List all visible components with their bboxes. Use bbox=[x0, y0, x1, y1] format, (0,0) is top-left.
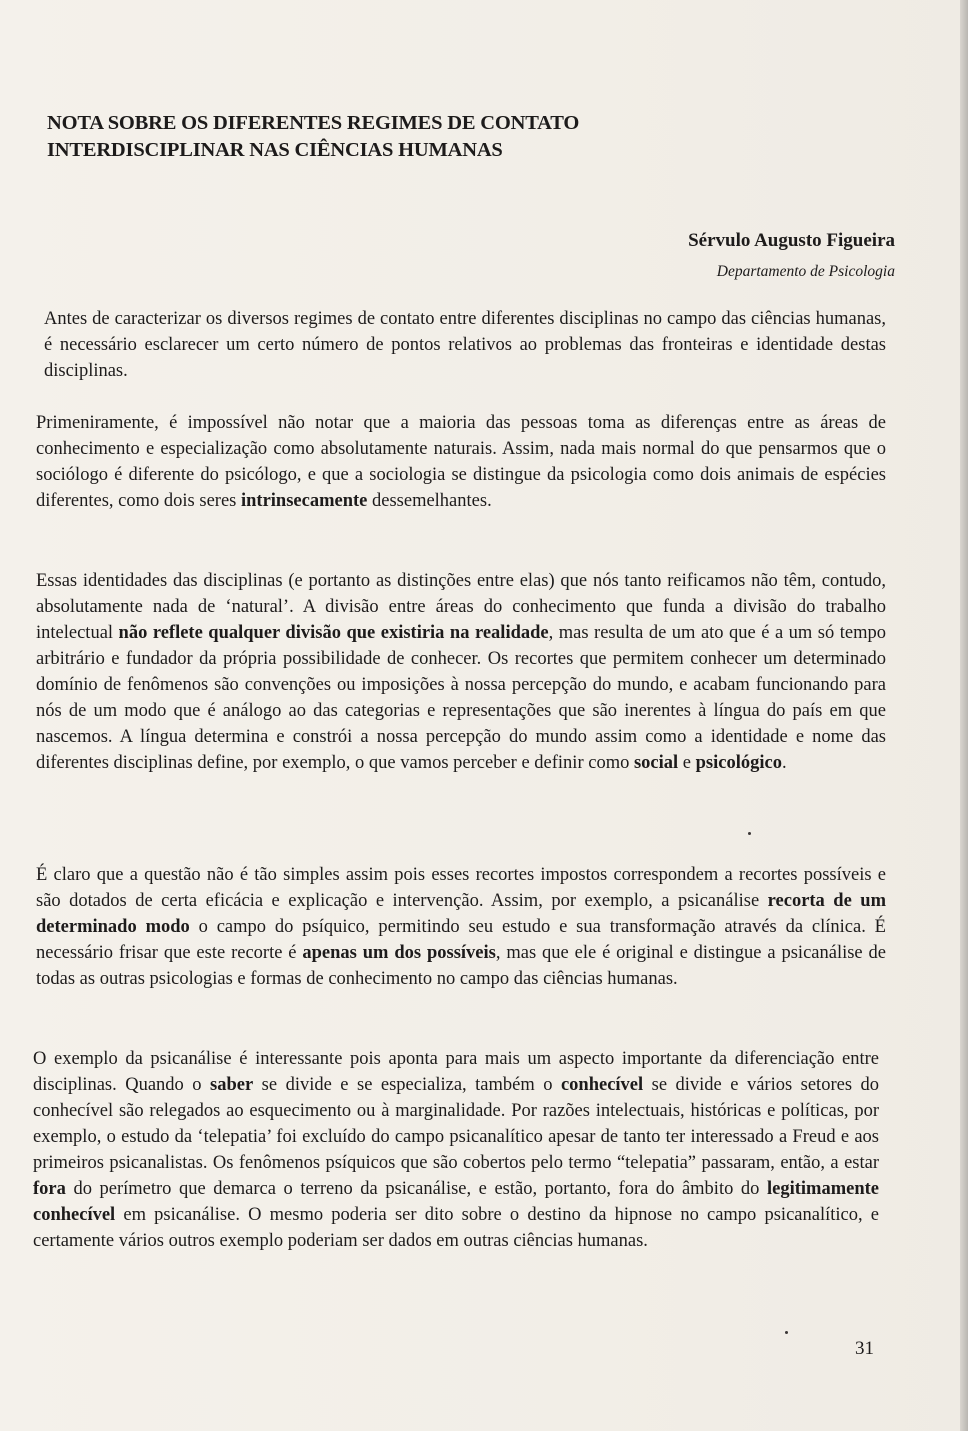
author-name: Sérvulo Augusto Figueira bbox=[688, 230, 895, 251]
paragraph-text: , mas que ele é original e distingue a psicanálise de todas as outras psicologias e formas de conhecimento no campo das ciências humanas. bbox=[36, 943, 886, 989]
paragraph-text: se divide e vários setores do conhecível são relegados ao esquecimento ou à marginalidade. Por razões intelectuais, históricas e políticas, por exemplo, o estudo da ‘telepatia’ foi excluído do campo psicanalítico apesar de tanto ter interessado a Freud e aos primeiros psicanalistas. Os fenômenos psíquicos que são cobertos pelo termo “telepatia” passaram, então, a estar bbox=[33, 1075, 879, 1173]
paragraph-text: e bbox=[678, 753, 696, 773]
paragraph-text: em psicanálise. O mesmo poderia ser dito sobre o destino da hipnose no campo psicanalítico, e certamente vários outros exemplo poderiam ser dados em outras ciências humanas. bbox=[33, 1205, 879, 1251]
bold-emphasis: não reflete qualquer divisão que existiria na realidade bbox=[118, 623, 549, 643]
article-title-line-1: NOTA SOBRE OS DIFERENTES REGIMES DE CONTATO bbox=[47, 112, 580, 134]
bold-emphasis: recorta de um determinado modo bbox=[36, 891, 886, 937]
paragraph-text: O exemplo da psicanálise é interessante pois aponta para mais um aspecto importante da diferenciação entre disciplinas. Quando o bbox=[33, 1049, 879, 1095]
paragraph-text: dessemelhantes. bbox=[367, 491, 492, 511]
paragraph-text: Antes de caracterizar os diversos regimes de contato entre diferentes disciplinas no campo das ciências humanas, é necessário esclarecer um certo número de pontos relativos ao problemas das fronteiras e identidade destas disciplinas. bbox=[44, 309, 886, 381]
paragraph-1 bbox=[44, 306, 886, 384]
paragraph-text: É claro que a questão não é tão simples assim pois esses recortes impostos correspondem a recortes possíveis e são dotados de certa eficácia e explicação e intervenção. Assim, por exemplo, a psicanálise bbox=[36, 865, 886, 911]
article-title-line-2: INTERDISCIPLINAR NAS CIÊNCIAS HUMANAS bbox=[47, 139, 503, 161]
bold-emphasis: saber bbox=[210, 1075, 254, 1095]
page-number: 31 bbox=[855, 1338, 874, 1359]
paragraph-5 bbox=[33, 1046, 879, 1254]
paragraph-text: Essas identidades das disciplinas (e portanto as distinções entre elas) que nós tanto reificamos não têm, contudo, absolutamente nada de ‘natural’. A divisão entre áreas do conhecimento que funda a divisão do trabalho intelectual bbox=[36, 571, 886, 643]
bold-emphasis: apenas um dos possíveis bbox=[302, 943, 496, 963]
bold-emphasis: fora bbox=[33, 1179, 66, 1199]
print-speck bbox=[785, 1331, 788, 1334]
paragraph-text: Primeniramente, é impossível não notar que a maioria das pessoas toma as diferenças entre as áreas de conhecimento e especialização como absolutamente naturais. Assim, nada mais normal do que pensarmos que o sociólogo é diferente do psicólogo, e que a sociologia se distingue da psicologia como dois animais de espécies diferentes, como dois seres bbox=[36, 413, 886, 511]
paragraph-text: o campo do psíquico, permitindo seu estudo e sua transformação através da clínica. É necessário frisar que este recorte é bbox=[36, 917, 886, 963]
article-title bbox=[47, 110, 667, 164]
bold-emphasis: social bbox=[633, 753, 679, 773]
paragraph-text: , mas resulta de um ato que é a um só tempo arbitrário e fundador da própria possibilidade de conhecer. Os recortes que permitem conhecer um determinado domínio de fenômenos são convenções ou imposições à nossa percepção do mundo, e acabam funcionando para nós de um modo que é análogo ao das categorias e representações que são inerentes à língua do país em que nascemos. A língua determina e constrói a nossa percepção do mundo assim como a identidade e nome das diferentes disciplinas define, por exemplo, o que vamos perceber e definir como bbox=[36, 623, 886, 773]
bold-emphasis: conhecível bbox=[560, 1075, 644, 1095]
bold-emphasis: legitimamente conhecível bbox=[33, 1179, 879, 1225]
author-block bbox=[688, 228, 895, 284]
paragraph-text: se divide e se especializa, também o bbox=[253, 1075, 561, 1095]
page-edge-shadow bbox=[960, 0, 968, 1431]
paragraph-2 bbox=[36, 410, 886, 514]
author-department: Departamento de Psicologia bbox=[716, 263, 895, 280]
paragraph-4 bbox=[36, 862, 886, 992]
paragraph-3 bbox=[36, 568, 886, 776]
paragraph-text: do perímetro que demarca o terreno da psicanálise, e estão, portanto, fora do âmbito do bbox=[65, 1179, 767, 1199]
paragraph-text: . bbox=[781, 753, 787, 773]
bold-emphasis: intrinsecamente bbox=[240, 491, 368, 511]
print-speck bbox=[748, 832, 751, 835]
bold-emphasis: psicológico bbox=[695, 753, 782, 773]
